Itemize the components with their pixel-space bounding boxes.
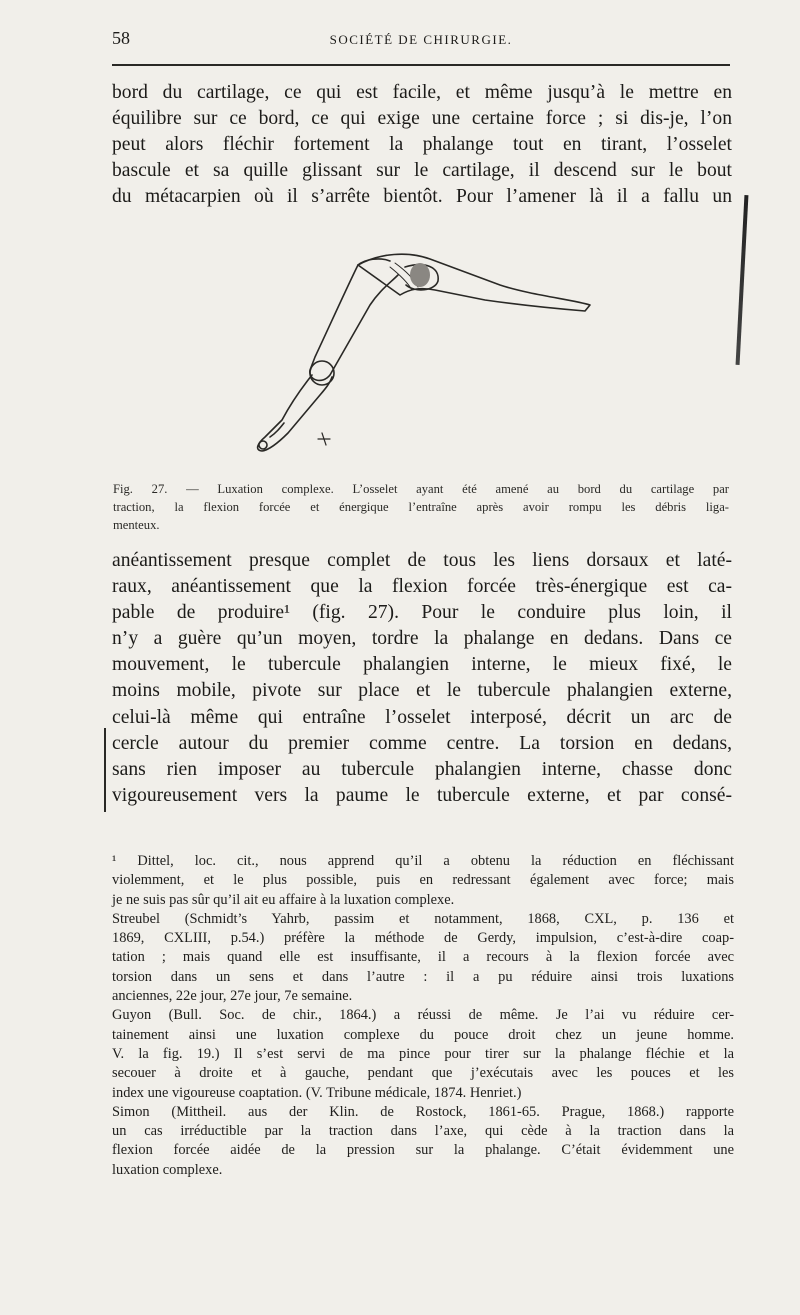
- text-line: bord du cartilage, ce qui est facile, et même jusqu’à le mettre en: [112, 82, 732, 103]
- text-line: pable de produire¹ (fig. 27). Pour le conduire plus loin, il: [112, 602, 732, 624]
- caption-line: Fig. 27. — Luxation complexe. L’osselet ayant été amené au bord du cartilage par: [113, 482, 729, 496]
- text-line: peut alors fléchir fortement la phalange tout en tirant, l’osselet: [112, 134, 732, 156]
- footnote-line: 1869, CXLIII, p.54.) préfère la méthode de Gerdy, impulsion, c’est-à-dire coap-: [112, 930, 734, 947]
- caption-line: menteux.: [113, 518, 160, 532]
- footnote-line: luxation complexe.: [112, 1161, 223, 1178]
- footnote-line: torsion dans un sens et dans l’autre : il a pu réduire ainsi trois luxations: [112, 968, 734, 985]
- scan-edge-mark: [736, 195, 749, 365]
- text-line: équilibre sur ce bord, ce qui exige une certaine force ; si dis-je, l’on: [112, 108, 732, 130]
- text-line: mouvement, le tubercule phalangien interne, le mieux fixé, le: [112, 654, 732, 676]
- footnote-line: secouer à droite et à gauche, pendant que j’exécutais avec les pouces et les: [112, 1065, 734, 1082]
- text-line: n’y a guère qu’un moyen, tordre la phalange en dedans. Dans ce: [112, 628, 732, 650]
- footnote-line: un cas irréductible par la traction dans l’axe, qui cède à la traction dans la: [112, 1123, 734, 1140]
- text-line: du métacarpien où il s’arrête bientôt. Pour l’amener là il a fallu un: [112, 186, 732, 208]
- text-line: anéantissement presque complet de tous les liens dorsaux et laté-: [112, 550, 732, 571]
- figure-caption: [113, 480, 729, 534]
- text-line: moins mobile, pivote sur place et le tubercule phalangien externe,: [112, 680, 732, 702]
- footnote-line: Simon (Mittheil. aus der Klin. de Rostock, 1861-65. Prague, 1868.) rapporte: [112, 1103, 734, 1120]
- footnote-line: index une vigoureuse coaptation. (V. Tribune médicale, 1874. Henriet.): [112, 1084, 522, 1101]
- paragraph-main: [112, 548, 732, 809]
- footnote-line: anciennes, 22e jour, 27e jour, 7e semaine.: [112, 988, 353, 1005]
- footnote-line: violemment, et le plus possible, puis en redressant également avec force; mais: [112, 872, 734, 889]
- footnote-line: Guyon (Bull. Soc. de chir., 1864.) a réussi de même. Je l’ai vu réduire cer-: [112, 1007, 734, 1024]
- text-line: bascule et sa quille glissant sur le cartilage, il descend sur le bout: [112, 160, 732, 182]
- footnote-line: Streubel (Schmidt’s Yahrb, passim et notamment, 1868, CXL, p. 136 et: [112, 910, 734, 927]
- paragraph-top: [112, 80, 732, 210]
- header-rule: [112, 64, 730, 66]
- text-line: celui-là même qui entraîne l’osselet interposé, décrit un arc de: [112, 706, 732, 728]
- page-header: [112, 26, 730, 56]
- running-title: SOCIÉTÉ DE CHIRURGIE.: [329, 32, 513, 47]
- figure-27-illustration: [230, 245, 610, 460]
- footnote-line: flexion forcée aidée de la pression sur la phalange. C’était évidemment une: [112, 1142, 734, 1159]
- text-line: raux, anéantissement que la flexion forcée très-énergique est ca-: [112, 576, 732, 598]
- footnote-line: ¹ Dittel, loc. cit., nous apprend qu’il a obtenu la réduction en fléchissant: [112, 853, 734, 869]
- footnote-line: tation ; mais quand elle est insuffisante, il a recours à la flexion forcée avec: [112, 949, 734, 966]
- text-line: cercle autour du premier comme centre. La torsion en dedans,: [112, 732, 732, 754]
- caption-line: traction, la flexion forcée et énergique l’entraîne après avoir rompu les débris liga-: [113, 500, 729, 514]
- page-number: 58: [112, 28, 130, 48]
- margin-mark: [104, 728, 106, 812]
- footnotes: [112, 852, 734, 1180]
- footnote-line: je ne suis pas sûr qu’il ait eu affaire à la luxation complexe.: [112, 891, 455, 908]
- footnote-line: tainement ainsi une luxation complexe du pouce droit chez un jeune homme.: [112, 1026, 734, 1043]
- text-line: sans rien imposer au tubercule phalangien interne, chasse donc: [112, 758, 732, 780]
- text-line: vigoureusement vers la paume le tubercule externe, et par consé-: [112, 784, 732, 806]
- footnote-line: V. la fig. 19.) Il s’est servi de ma pince pour tirer sur la phalange fléchie et la: [112, 1045, 734, 1062]
